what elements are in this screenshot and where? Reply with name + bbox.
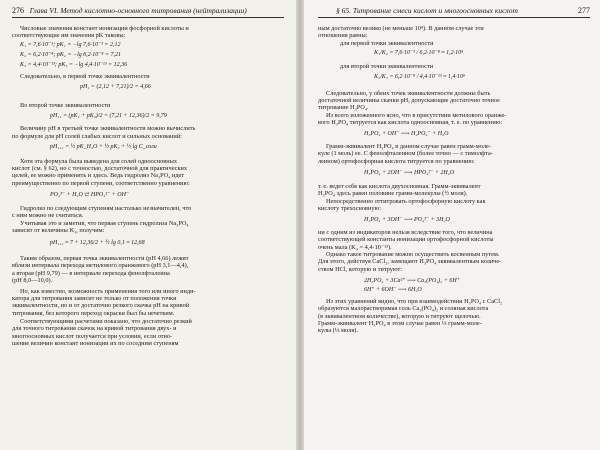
running-head: Глава VI. Метод кислотно-основного титрования (нейтрализации)	[29, 6, 247, 15]
text-line: Грамм-эквивалент H₃PO₄ в этом случае равен ⅓ грамм-моле-	[318, 320, 482, 327]
text-line: вого H₃PO₄ титруется как кислота одноосновная, т. е. по уравнению:	[318, 119, 503, 126]
book-gutter	[296, 0, 304, 450]
text-line: Величину pH в третьей точке эквивалентности можно вычислить	[20, 125, 196, 132]
text-line: очень мала (K₃ = 4,4·10⁻¹³).	[318, 244, 392, 251]
text-line: для второй точки эквивалентности	[340, 63, 434, 70]
text-line: Гидролиз по следующим ступеням настолько незначителен, что	[20, 205, 192, 212]
text-line: титрование H₃PO₄.	[318, 104, 369, 111]
header-rule	[318, 17, 590, 18]
left-page	[0, 0, 296, 450]
text-line: целей, ее можно применить и здесь. Ведь гидролиз Na₃PO₄ идет	[12, 172, 185, 179]
text-line: (pH 8,0—10,0).	[12, 277, 53, 284]
formula-line: 6H⁺ + 6OH⁻ ⟶ 6H₂O	[364, 287, 422, 293]
formula-line: pH₁₁₁ ≈ 7 + 12,36/2 + ½ lg 0,1 ≈ 12,68	[50, 240, 145, 246]
text-line: шение величин констант ионизации их по соседним ступеням	[12, 340, 179, 347]
page-number: 277	[578, 6, 590, 15]
text-line: образуются малорастворимая соль Ca₃(PO₄)₂ и соляная кислота	[318, 305, 489, 312]
text-line: для первой точки эквивалентности	[340, 40, 434, 47]
text-line: Учитывая это и заметив, что первая ступень гидролиза Na₃PO₄	[20, 220, 189, 227]
text-line: Соответствующими расчетами показано, что достаточно резкий	[20, 318, 192, 325]
text-line: отношения равны:	[318, 32, 368, 39]
formula-line: K₂/K₃ = 6,2·10⁻⁸ / 4,4·10⁻¹³ ≈ 1,4·10⁵	[374, 74, 465, 80]
formula-line: H₃PO₄ + 3OH⁻ ⟶ PO₄³⁻ + 3H₂O	[364, 217, 450, 223]
text-line: Из этих уравнений видно, что при взаимодействии H₃PO₄ с CaCl₂	[326, 298, 503, 305]
text-line: соответствующие им значения pK таковы:	[12, 32, 126, 39]
text-line: вблизи интервала перехода метилового оранжевого (pH 3,1—4,4),	[12, 262, 189, 269]
text-line: для точного титрования скачок на кривой титрования двух- и	[12, 325, 177, 332]
text-line: (в эквивалентном количестве), которую и титруют щелочью.	[318, 313, 481, 320]
formula-line: pH₁₁₁ = ½ pK_H₂O + ½ pK₃ + ½ lg C_соли	[50, 144, 157, 150]
text-line: кулы (⅓ моля).	[318, 327, 358, 334]
formula-line: K₃ = 4,4·10⁻¹³; pK₃ = −lg 4,4·10⁻¹³ = 12,36	[20, 62, 128, 68]
text-line: леином) ортофосфорная кислота титруется по уравнению:	[318, 158, 475, 165]
right-page-header	[336, 6, 590, 15]
formula-line: H₃PO₄ + 2OH⁻ ⟶ HPO₄²⁻ + 2H₂O	[364, 170, 455, 176]
text-line: титрования, без которого переход окраски был бы нечетким.	[12, 310, 175, 317]
formula-line: pH₁₁ = (pK₂ + pK₃)/2 = (7,21 + 12,36)/2 = 9,79	[50, 113, 167, 119]
text-line: т. е. ведет себя как кислота двухосновная. Грамм-эквивалент	[318, 183, 481, 190]
page-number: 276	[12, 6, 24, 15]
text-line: Следовательно, в первой точке эквивалентности	[20, 73, 150, 80]
header-rule	[12, 17, 284, 18]
text-line: ством HCl, которую и титруют:	[318, 266, 403, 273]
text-line: Числовые значения констант ионизации фосфорной кислоты и	[20, 25, 189, 32]
text-line: Во второй точке эквивалентности	[20, 102, 111, 109]
text-line: Для этого, действуя CaCl₂, замещают H₃PO₄ эквивалентным количе-	[318, 258, 502, 265]
text-line: преимущественно по первой ступени, соответственно уравнению:	[12, 180, 190, 187]
left-page-header	[12, 6, 247, 15]
formula-line: K₁/K₂ = 7,6·10⁻³ / 6,2·10⁻⁸ ≈ 1,2·10⁵	[374, 50, 464, 56]
text-line: куле (1 моль) ее. С фенолфталеином (более точно — с тимолфта-	[318, 150, 493, 157]
text-line: достаточной величины скачки pH, допускающие достаточно точное	[318, 97, 500, 104]
text-line: Однако такое титрование можно осуществить косвенным путем.	[326, 251, 500, 258]
text-line: Следовательно, у обеих точек эквивалентности должны быть	[326, 90, 491, 97]
formula-line: K₁ = 7,6·10⁻³; pK₁ = −lg 7,6·10⁻³ = 2,12	[20, 42, 121, 48]
formula-line: PO₄³⁻ + H₂O ⇄ HPO₄²⁻ + OH⁻	[50, 192, 130, 198]
text-line: многоосновных кислот получается при условии, если отно-	[12, 333, 173, 340]
text-line: а вторая (pH 9,79) — в интервале перехода фенолфталеина	[12, 270, 170, 277]
text-line: Непосредственно оттитровать ортофосфорную кислоту как	[326, 198, 486, 205]
formula-line: 2H₃PO₄ + 3Ca²⁺ ⟶ Ca₃(PO₄)₂ + 6H⁺	[364, 278, 460, 284]
running-head: § 65. Титрование смеси кислот и многоосновных кислот	[336, 6, 518, 15]
text-line: Хотя эта формула была выведена для солей одноосновных	[20, 158, 178, 165]
text-line: катора для титрования зависит не только от положения точки	[12, 295, 177, 302]
text-line: Но, как известно, возможность применения того или иного инди-	[20, 288, 196, 295]
text-line: Из всего изложенного ясно, что в присутствии метилового оранже-	[326, 112, 507, 119]
text-line: ни с одним из индикаторов нельзя вследствие того, что величина	[318, 229, 493, 236]
text-line: Грамм-эквивалент H₃PO₄ в данном случае равен грамм-моле-	[326, 143, 491, 150]
text-line: с ним можно не считаться.	[12, 212, 84, 219]
text-line: соответствующей константы ионизации ортофосфорной кислоты	[318, 236, 494, 243]
text-line: H₃PO₄ здесь равен половине грамм-молекулы (½ моля).	[318, 190, 468, 197]
text-line: ным достаточно велико (не меньше 10⁴). В данном случае эти	[318, 25, 484, 32]
text-line: кислот (см. § 62), но с точностью, достаточной для практических	[12, 165, 188, 172]
formula-line: pH₁ = (2,12 + 7,21)/2 = 4,66	[80, 84, 151, 90]
formula-line: K₂ = 6,2·10⁻⁸; pK₂ = −lg 6,2·10⁻⁸ = 7,21	[20, 52, 122, 58]
text-line: зависит от величины K₃, получим:	[12, 227, 105, 234]
text-line: кислоту трехосновную:	[318, 205, 381, 212]
text-line: эквивалентности, но и от достаточно резкого скачка pH на кривой	[12, 302, 190, 309]
text-line: Таким образом, первая точка эквивалентности (pH 4,66) лежит	[20, 255, 189, 262]
formula-line: H₃PO₄ + OH⁻ ⟶ H₂PO₄⁻ + H₂O	[364, 131, 449, 137]
text-line: по формуле для pH солей слабых кислот и сильных оснований:	[12, 133, 182, 140]
right-page	[304, 0, 600, 450]
